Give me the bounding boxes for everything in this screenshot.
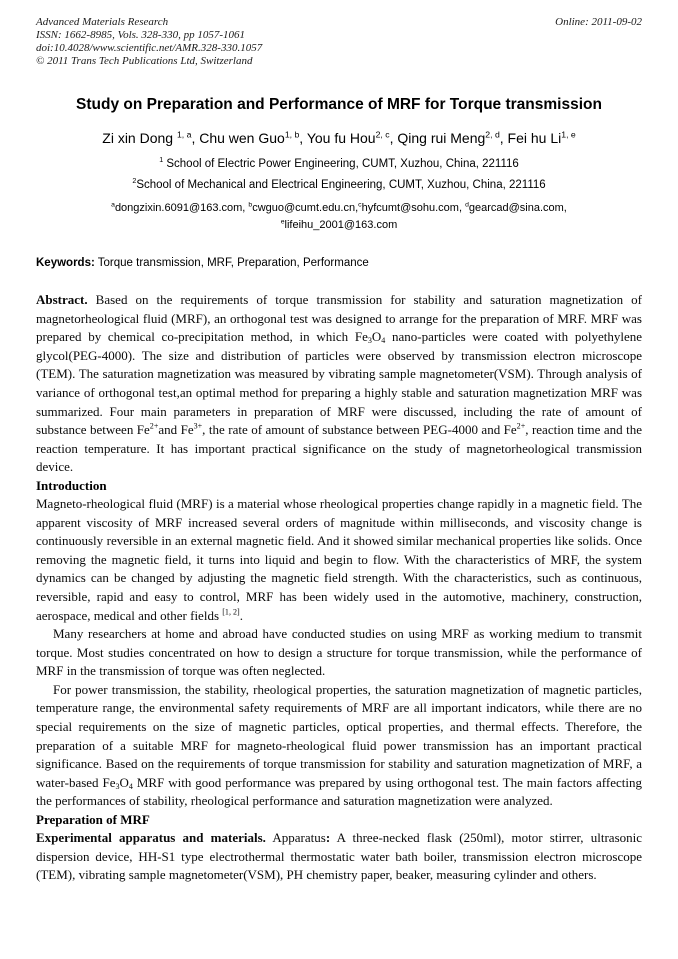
keywords-line [36,256,642,270]
introduction-paragraph-1: Magneto-rheological fluid (MRF) is a material whose rheological properties change rapidly in a magnetic field. The apparent viscosity of MRF increased several orders of magnitude within milliseconds, and viscosity change is continuously reversible in an external magnetic field. And it showed similar mechanical properties like solids. Once removing the magnetic field, it turns into liquid and begin to flow. With the characteristics of MRF, the system dynamics can be changed by adjusting the magnetic field strength. With the characteristics, such as continuous, reversible, rapid and easy to control, MRF has been widely used in the automotive, machinery, construction, aerospace, medical and other fields [1, 2]. [36,495,642,623]
section-heading-preparation: Preparation of MRF [36,812,150,828]
keywords-text: Torque transmission, MRF, Preparation, Performance [94,257,369,269]
affiliation-2: $^2$School of Mechanical and Electrical Engineering, CUMT, Xuzhou, China, 221116 [132,177,546,191]
author-emails-line-1: $^a$dongzixin.6091@163.com, $^b$cwguo@cumt.edu.cn,$^c$hyfcumt@sohu.com, $^d$gearcad@sina.com, [111,201,567,214]
keywords-label: Keywords: [36,257,95,269]
copyright-line: © 2011 Trans Tech Publications Ltd, Switzerland [36,55,253,67]
authors-line: Zi xin Dong $^{1, a}$, Chu wen Guo$^{1, b}$, You fu Hou$^{2, c}$, Qing rui Meng$^{2, d}$, Fei hu Li$^{1, e}$ [102,129,576,146]
introduction-paragraph-3: For power transmission, the stability, rheological properties, the saturation magnetization of magnetic particles, temperature range, the environmental safety requirements of MRF are all important indicators, while there are no special requirements on the size of magnetic particles, optical properties, and thermal effects. Therefore, the preparation of a suitable MRF for magneto-rheological fluid power transmission has an important practical significance. Based on the requirements of torque transmission for stability and saturation magnetization of MRF, a water-based $Fe_3O_4$ MRF with good performance was prepared by using orthogonal test. The main factors affecting the performances of stability, rheological performance and saturation magnetization were analyzed. [36,681,642,809]
paper-title: Study on Preparation and Performance of MRF for Torque transmission [76,96,602,113]
author-emails-line-2: $^e$lifeihu_2001@163.com [280,218,398,231]
online-date: Online: 2011-09-02 [555,16,642,28]
issn-line: ISSN: 1662-8985, Vols. 328-330, pp 1057-1061 [36,29,245,41]
abstract-paragraph: Abstract. Based on the requirements of torque transmission for stability and saturation magnetization of magnetorheological fluid (MRF), an orthogonal test was designed to arrange for the preparation of MRF. MRF was prepared by chemical co-precipitation method, in which $Fe_3O_4$ nano-particles were coated with polyethylene glycol(PEG-4000). The size and distribution of particles were observed by transmission electron microscope (TEM). The saturation magnetization was measured by vibrating sample magnetometer(VSM). Through analysis of variance of orthogonal test,an optimal method for preparing a highly stable and saturation magnetization MRF was summarized. Four main parameters in preparation of MRF were discussed, including the rate of amount of substance between $Fe^{2+}and$ $Fe^{3+}$, the rate of amount of substance between PEG-4000 and $Fe^{2+}$, reaction time and the reaction temperature. It has important practical significance on the study of magnetorheological transmission device. [36,292,642,475]
affiliation-1: $^1$ School of Electric Power Engineering, CUMT, Xuzhou, China, 221116 [159,156,519,170]
doi-line: doi:10.4028/www.scientific.net/AMR.328-330.1057 [36,42,263,54]
journal-header-left [36,16,262,68]
section-heading-introduction: Introduction [36,477,107,493]
journal-name: Advanced Materials Research [36,16,169,28]
preparation-paragraph-1: Experimental apparatus and materials. Apparatus: A three-necked flask (250ml), motor stirrer, ultrasonic dispersion device, HH-S1 type electrothermal thermostatic water bath boiler, transmission electron microscope (TEM), vibrating sample magnetometer(VSM), PH chemistry paper, beaker, measuring cylinder and others. [36,830,643,883]
journal-header [36,16,642,68]
introduction-paragraph-2: Many researchers at home and abroad have conducted studies on using MRF as working medium to transmit torque. Most studies concentrated on how to design a structure for torque transmission, while the performance of MRF in the transmission of torque was often neglected. [36,626,642,679]
